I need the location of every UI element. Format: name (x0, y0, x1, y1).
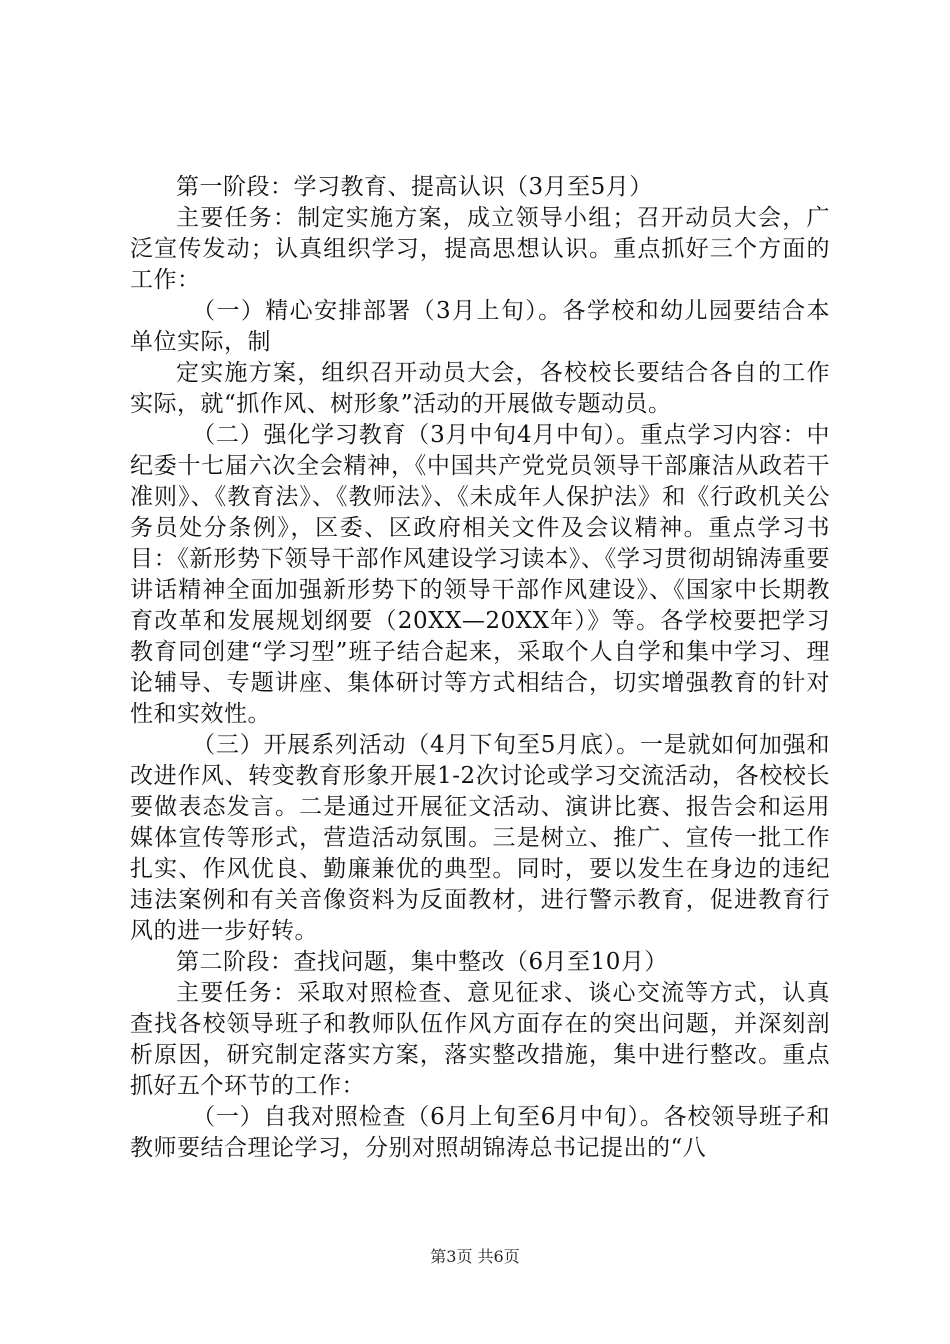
stage-two-main-tasks: 主要任务：采取对照检查、意见征求、谈心交流等方式，认真查找各校领导班子和教师队伍作风方面存在的突出问题，并深刻剖析原因，研究制定落实方案，落实整改措施，集中进行整改。重点抓好五个环节的工作： (130, 980, 830, 1099)
document-body (130, 172, 830, 1164)
item-series-activities: （三）开展系列活动（4月下旬至5月底）。一是就如何加强和改进作风、转变教育形象开展1-2次讨论或学习交流活动，各校校长要做表态发言。二是通过开展征文活动、演讲比赛、报告会和运用媒体宣传等形式，营造活动氛围。三是树立、推广、宣传一批工作扎实、作风优良、勤廉兼优的典型。同时，要以发生在身边的违纪违法案例和有关音像资料为反面教材，进行警示教育，促进教育行风的进一步好转。 (130, 732, 830, 944)
item-self-check: （一）自我对照检查（6月上旬至6月中旬）。各校领导班子和教师要结合理论学习，分别对照胡锦涛总书记提出的“八 (130, 1104, 830, 1161)
item-study-education: （二）强化学习教育（3月中旬4月中旬）。重点学习内容：中纪委十七届六次全会精神，《中国共产党党员领导干部廉洁从政若干准则》、《教育法》、《教师法》、《未成年人保护法》和《行政机关公务员处分条例》，区委、区政府相关文件及会议精神。重点学习书目：《新形势下领导干部作风建设学习读本》、《学习贯彻胡锦涛重要讲话精神全面加强新形势下的领导干部作风建设》、《国家中长期教育改革和发展规划纲要（20XX—20XX年）》等。各学校要把学习教育同创建“学习型”班子结合起来，采取个人自学和集中学习、理论辅导、专题讲座、集体研讨等方式相结合，切实增强教育的针对性和实效性。 (130, 422, 830, 727)
item-deployment: （一）精心安排部署（3月上旬）。各学校和幼儿园要结合本单位实际，制 (130, 298, 830, 355)
stage-one-heading: 第一阶段：学习教育、提高认识（3月至5月） (176, 174, 653, 200)
item-deployment-continued: 定实施方案，组织召开动员大会，各校校长要结合各自的工作实际，就“抓作风、树形象”活动的开展做专题动员。 (130, 360, 830, 417)
stage-one-main-tasks: 主要任务：制定实施方案，成立领导小组；召开动员大会，广泛宣传发动；认真组织学习，提高思想认识。重点抓好三个方面的工作： (130, 205, 830, 293)
page-number-footer: 第3页 共6页 (430, 1247, 520, 1266)
stage-two-heading: 第二阶段：查找问题，集中整改（6月至10月） (176, 949, 668, 975)
